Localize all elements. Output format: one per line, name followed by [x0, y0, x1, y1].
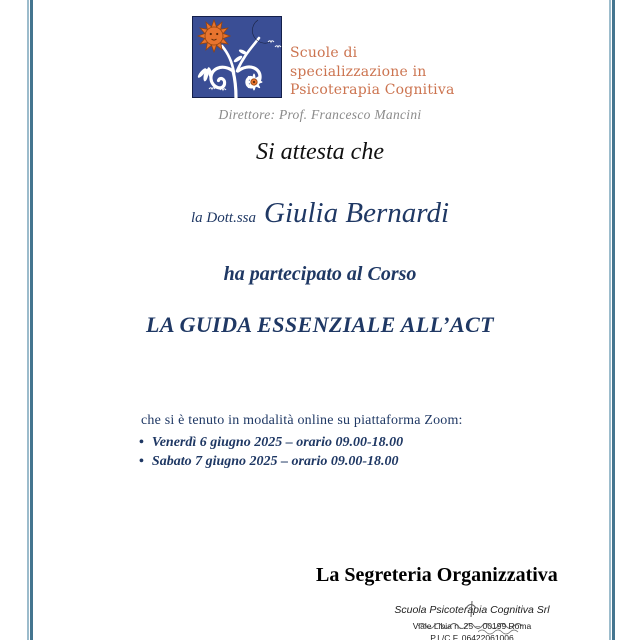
flower-icon — [246, 74, 263, 91]
footer-vat: P.I./C.F. 06422061006 — [430, 633, 514, 640]
modality-line: che si è tenuto in modalità online su piattaforma Zoom: — [141, 413, 463, 428]
recipient-line — [0, 197, 640, 230]
recipient-name: Giulia Bernardi — [264, 197, 450, 229]
school-name-line-1: Scuole di — [290, 45, 358, 61]
scribble-annotation-2 — [478, 628, 522, 636]
session-item-1: • Venerdì 6 giugno 2025 – orario 09.00-18.00 — [139, 433, 403, 452]
participation-line: ha partecipato al Corso — [223, 263, 417, 285]
attestation-line: Si attesta che — [256, 139, 384, 165]
school-name-line-3: Psicoterapia Cognitiva — [290, 82, 455, 98]
school-name — [290, 44, 455, 100]
session-list — [139, 433, 403, 471]
session-item-2: • Sabato 7 giugno 2025 – orario 09.00-18.00 — [139, 452, 403, 471]
recipient-title: la Dott.ssa — [190, 210, 256, 226]
school-logo — [192, 16, 282, 98]
footer-company: Scuola Psicoterapia Cognitiva Srl — [394, 604, 550, 616]
footer-address: Viale Libia n. 25 – 00199 Roma — [412, 621, 532, 631]
course-title: LA GUIDA ESSENZIALE ALL’ACT — [145, 312, 494, 337]
caret-annotation — [464, 598, 478, 618]
signature-line: La Segreteria Organizzativa — [316, 564, 558, 586]
school-name-line-2: specializzazione in — [290, 63, 427, 80]
director-line: Direttore: Prof. Francesco Mancini — [218, 107, 422, 122]
